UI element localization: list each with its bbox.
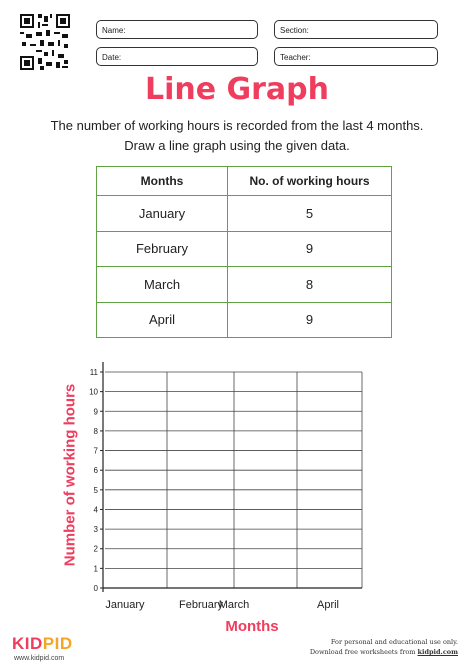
kidpid-logo <box>12 634 73 654</box>
instruction-line-2: Draw a line graph using the given data. <box>124 138 350 153</box>
y-axis-title: Number of working hours <box>61 383 79 567</box>
y-tick-label: 0 <box>93 584 98 593</box>
date-field[interactable]: Date: <box>96 47 258 66</box>
y-tick-label: 1 <box>93 564 98 574</box>
x-tick-label: April <box>316 599 340 611</box>
section-field[interactable]: Section: <box>274 20 438 39</box>
footer-link[interactable]: kidpid.com <box>417 648 458 656</box>
teacher-field[interactable]: Teacher: <box>274 47 438 66</box>
y-tick-label: 4 <box>93 505 98 515</box>
page-title: Line Graph <box>144 72 330 107</box>
name-field[interactable]: Name: <box>96 20 258 39</box>
y-tick-label: 3 <box>93 525 98 535</box>
logo-kid-text: KID <box>12 634 43 653</box>
footer-note <box>310 637 458 657</box>
y-tick-label: 7 <box>93 446 98 456</box>
y-tick-label: 11 <box>89 368 98 377</box>
table-header-months: Months <box>97 167 228 196</box>
table-cell-hours: 9 <box>228 231 392 267</box>
x-tick-label: February <box>178 599 224 611</box>
table-cell-hours: 8 <box>228 267 392 303</box>
instruction-line-1: The number of working hours is recorded from the last 4 months. <box>50 118 424 133</box>
x-tick-label: March <box>218 599 250 611</box>
y-tick-label: 10 <box>89 387 98 397</box>
table-cell-hours: 5 <box>228 196 392 232</box>
y-tick-label: 6 <box>93 466 98 476</box>
footer-line-1: For personal and educational use only. <box>330 638 458 646</box>
table-cell-hours: 9 <box>228 302 392 338</box>
table-cell-month: March <box>97 267 228 303</box>
logo-pid-text: PID <box>42 634 73 653</box>
footer-line-2-prefix: Download free worksheets from <box>309 648 418 656</box>
table-cell-month: April <box>97 302 228 338</box>
website-url: www.kidpid.com <box>14 655 65 662</box>
x-axis-title: Months <box>225 618 279 635</box>
table-cell-month: February <box>97 231 228 267</box>
y-tick-label: 5 <box>93 485 98 495</box>
y-tick-label: 9 <box>93 407 98 417</box>
y-tick-label: 2 <box>93 544 98 554</box>
x-tick-label: January <box>105 599 145 611</box>
table-header-hours: No. of working hours <box>228 167 392 196</box>
table-cell-month: January <box>97 196 228 232</box>
y-tick-label: 8 <box>93 426 98 436</box>
